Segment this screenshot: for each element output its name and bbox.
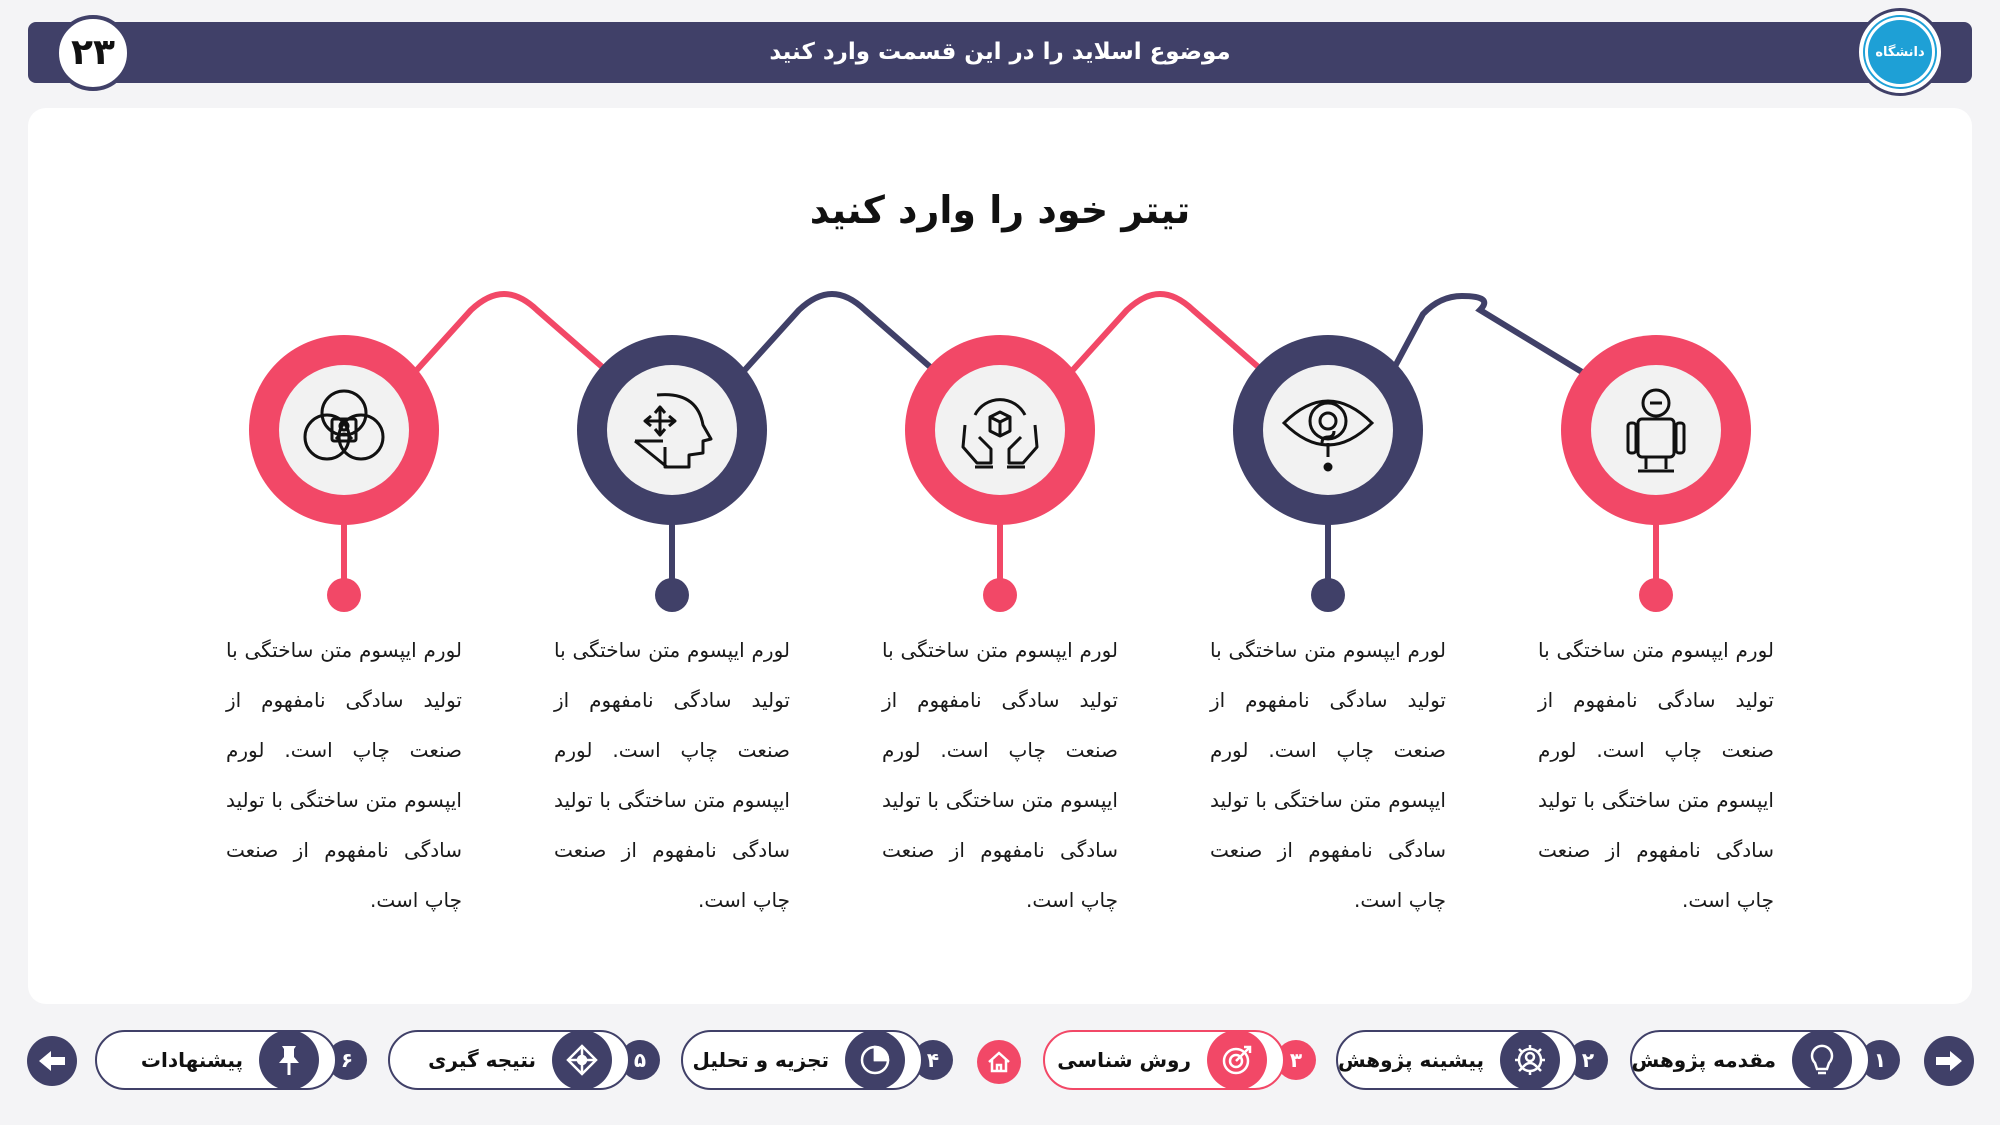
step-circle-1 (1561, 335, 1751, 525)
wave-segment-2 (1071, 294, 1264, 372)
step-text-4: لورم ایپسوم متن ساختگی با تولید سادگی نامفهوم از صنعت چاپ است. لورم ایپسوم متن ساختگی با تولید سادگی نامفهوم از صنعت چاپ است. (554, 638, 790, 912)
home-button[interactable] (977, 1040, 1021, 1084)
nav-label-4: تجزیه و تحلیل (692, 1048, 829, 1072)
wave-segment-4 (415, 294, 608, 372)
next-slide-button[interactable] (1924, 1036, 1974, 1086)
wave-segment-3 (743, 294, 936, 372)
step-circle-3 (905, 335, 1095, 525)
eye-question-icon (1263, 365, 1393, 495)
head-arrows-icon (607, 365, 737, 495)
person-icon (1591, 365, 1721, 495)
lightbulb-icon[interactable] (1792, 1030, 1852, 1090)
nav-number-3: ۳ (1276, 1040, 1316, 1080)
gear-user-icon[interactable] (1500, 1030, 1560, 1090)
arrow-right-icon (1934, 1049, 1964, 1073)
nav-number-4: ۴ (913, 1040, 953, 1080)
logo-mark: دانشگاه (1865, 17, 1935, 87)
nav-number-5: ۵ (620, 1040, 660, 1080)
step-circle-2 (1233, 335, 1423, 525)
nav-label-2: پیشینه پژوهش (1338, 1048, 1484, 1072)
venn-user-icon (279, 365, 409, 495)
nav-label-3: روش شناسی (1057, 1048, 1191, 1072)
home-icon (987, 1051, 1011, 1073)
pie-chart-icon[interactable] (845, 1030, 905, 1090)
prev-slide-button[interactable] (27, 1036, 77, 1086)
wave-segment-1 (1392, 296, 1582, 372)
slide-topic: موضوع اسلاید را در این قسمت وارد کنید (769, 39, 1231, 65)
arrow-left-icon (37, 1049, 67, 1073)
main-title: تیتر خود را وارد کنید (809, 188, 1191, 232)
nav-label-5: نتیجه گیری (428, 1048, 536, 1072)
target-icon[interactable] (1207, 1030, 1267, 1090)
nav-label-1: مقدمه پژوهش (1631, 1048, 1776, 1072)
nav-number-2: ۲ (1568, 1040, 1608, 1080)
step-text-5: لورم ایپسوم متن ساختگی با تولید سادگی نامفهوم از صنعت چاپ است. لورم ایپسوم متن ساختگی با تولید سادگی نامفهوم از صنعت چاپ است. (226, 638, 462, 912)
step-dot-4 (655, 578, 689, 612)
step-dot-2 (1311, 578, 1345, 612)
step-text-3: لورم ایپسوم متن ساختگی با تولید سادگی نامفهوم از صنعت چاپ است. لورم ایپسوم متن ساختگی با تولید سادگی نامفهوم از صنعت چاپ است. (882, 638, 1118, 912)
step-dot-5 (327, 578, 361, 612)
step-text-1: لورم ایپسوم متن ساختگی با تولید سادگی نامفهوم از صنعت چاپ است. لورم ایپسوم متن ساختگی با تولید سادگی نامفهوم از صنعت چاپ است. (1538, 638, 1774, 912)
nav-label-6: پیشنهادات (140, 1048, 243, 1072)
hands-box-icon (935, 365, 1065, 495)
nav-number-1: ۱ (1860, 1040, 1900, 1080)
pin-icon[interactable] (259, 1030, 319, 1090)
step-dot-1 (1639, 578, 1673, 612)
step-circle-4 (577, 335, 767, 525)
puzzle-icon[interactable] (552, 1030, 612, 1090)
step-circle-5 (249, 335, 439, 525)
step-text-2: لورم ایپسوم متن ساختگی با تولید سادگی نامفهوم از صنعت چاپ است. لورم ایپسوم متن ساختگی با تولید سادگی نامفهوم از صنعت چاپ است. (1210, 638, 1446, 912)
page-number: ۲۳ (55, 15, 131, 91)
step-dot-3 (983, 578, 1017, 612)
nav-number-6: ۶ (327, 1040, 367, 1080)
